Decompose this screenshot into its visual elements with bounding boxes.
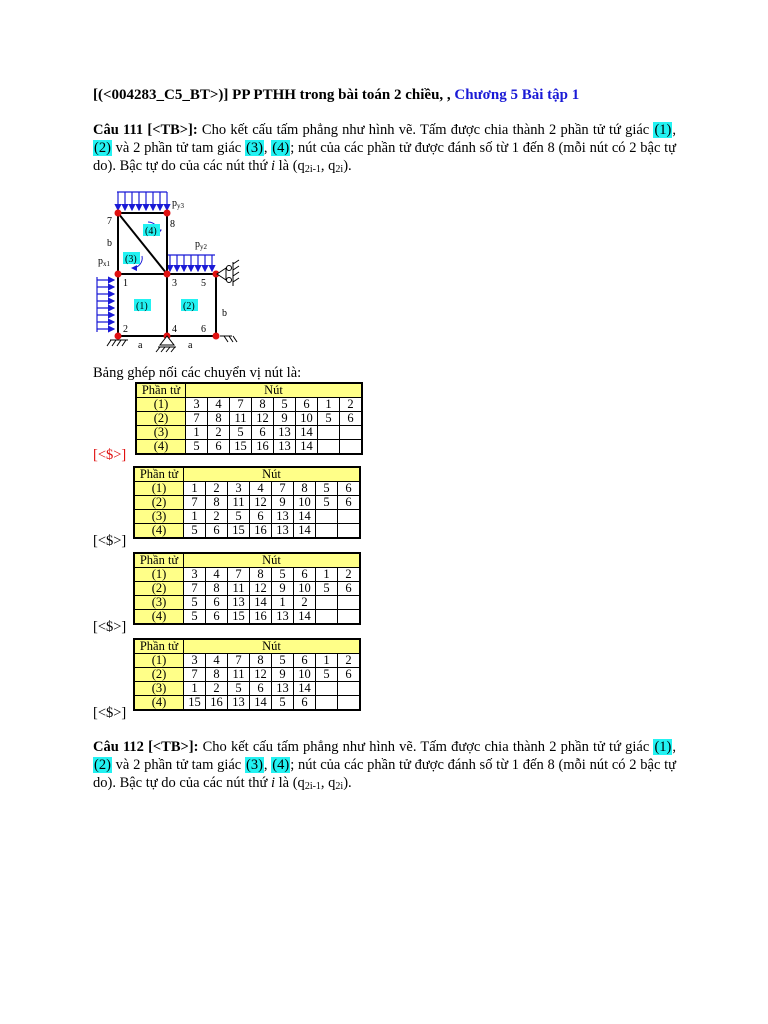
element-ref-3: (3) [245, 140, 263, 156]
dof-cell: 6 [294, 654, 316, 668]
dof-cell [338, 696, 361, 711]
dof-sub: 2i [335, 164, 344, 175]
dof-cell: 6 [208, 440, 230, 455]
dof-cell: 1 [184, 482, 206, 496]
dof-cell: 6 [294, 696, 316, 711]
dof-cell: 6 [338, 668, 361, 682]
dof-cell: 12 [252, 412, 274, 426]
element-2-label: (2) [183, 301, 195, 312]
load-py2 [167, 255, 215, 271]
table-row [134, 696, 360, 711]
dof-cell: 6 [206, 610, 228, 625]
dof-cell: 15 [228, 610, 250, 625]
dof-cell [316, 524, 338, 539]
dof-cell: 14 [294, 524, 316, 539]
dof-cell: 6 [340, 412, 363, 426]
question-text: , [672, 739, 676, 755]
dof-cell: 14 [250, 596, 272, 610]
header-element: Phần tử [136, 383, 186, 398]
option-marker[interactable]: [<$>] [93, 619, 127, 635]
section-header [93, 87, 579, 104]
dof-cell: 5 [272, 568, 294, 582]
dof-cell [340, 440, 363, 455]
element-cell: (3) [134, 510, 184, 524]
dof-cell: 16 [252, 440, 274, 455]
dof-cell: 13 [274, 440, 296, 455]
element-cell: (2) [134, 496, 184, 510]
dof-cell: 10 [294, 582, 316, 596]
dim-b-left: b [107, 238, 112, 249]
dof-cell: 8 [252, 398, 274, 412]
dof-cell [316, 696, 338, 711]
dof-cell: 15 [184, 696, 206, 711]
dof-cell: 6 [338, 482, 361, 496]
dof-cell: 2 [206, 482, 228, 496]
dof-cell: 7 [228, 568, 250, 582]
dof-cell: 5 [274, 398, 296, 412]
node-label-8: 8 [170, 219, 175, 230]
table-row [134, 568, 360, 582]
element-cell: (4) [134, 696, 184, 711]
element-ref-3: (3) [245, 757, 263, 773]
header-element: Phần tử [134, 553, 184, 568]
dof-cell: 1 [316, 568, 338, 582]
dof-sub: 2i [335, 781, 344, 792]
table-row [134, 510, 360, 524]
element-4-label: (4) [145, 226, 157, 237]
node-3 [164, 271, 171, 278]
dof-cell [338, 524, 361, 539]
question-text: ). [343, 775, 352, 791]
dof-cell [338, 510, 361, 524]
option-marker[interactable]: [<$>] [93, 533, 127, 549]
question-text: , [263, 757, 272, 773]
label-py3: $p_{y3}$ [172, 198, 184, 210]
dof-cell: 5 [184, 610, 206, 625]
table-header-row [134, 639, 360, 654]
dof-cell: 6 [250, 682, 272, 696]
dof-cell: 10 [294, 668, 316, 682]
dof-cell: 16 [250, 524, 272, 539]
header-code: [(<004283_C5_BT>)] PP PTHH trong bài toán 2 chiều, , [93, 87, 451, 103]
dof-cell: 6 [294, 568, 316, 582]
dof-cell: 7 [272, 482, 294, 496]
dof-cell: 14 [296, 440, 318, 455]
element-cell: (1) [136, 398, 186, 412]
connection-table [133, 638, 361, 711]
dof-cell: 6 [250, 510, 272, 524]
element-cell: (2) [136, 412, 186, 426]
support-fixed-2 [107, 340, 128, 346]
dof-cell: 9 [272, 668, 294, 682]
dof-cell [338, 682, 361, 696]
dof-cell: 6 [338, 582, 361, 596]
table-row [136, 398, 362, 412]
dof-cell: 2 [294, 596, 316, 610]
dof-cell: 15 [228, 524, 250, 539]
node-label-7: 7 [107, 216, 112, 227]
element-cell: (2) [134, 582, 184, 596]
dof-cell: 14 [294, 510, 316, 524]
dim-a-left: a [138, 340, 143, 351]
element-3-label: (3) [125, 254, 137, 265]
dof-cell: 8 [294, 482, 316, 496]
dof-cell: 7 [228, 654, 250, 668]
header-node: Nút [184, 467, 361, 482]
dof-cell: 6 [252, 426, 274, 440]
node-2 [115, 333, 122, 340]
dof-cell: 5 [316, 582, 338, 596]
dof-cell: 5 [272, 654, 294, 668]
table-row [136, 440, 362, 455]
dof-cell: 3 [184, 654, 206, 668]
structure-diagram [92, 182, 262, 362]
node-8 [164, 210, 171, 217]
table-row [134, 610, 360, 625]
element-ref-4: (4) [272, 757, 290, 773]
table-row [134, 524, 360, 539]
node-label-6: 6 [201, 324, 206, 335]
dof-cell: 13 [274, 426, 296, 440]
element-ref-4: (4) [272, 140, 290, 156]
dof-cell: 5 [184, 524, 206, 539]
node-6 [213, 333, 220, 340]
dof-cell: 14 [294, 610, 316, 625]
dof-cell: 2 [206, 682, 228, 696]
node-label-1: 1 [123, 278, 128, 289]
dof-cell: 8 [208, 412, 230, 426]
dof-cell: 5 [186, 440, 208, 455]
element-ref-2: (2) [94, 140, 111, 156]
label-py2: $p_{y2}$ [195, 239, 207, 251]
dof-cell: 5 [318, 412, 340, 426]
dof-cell: 5 [316, 496, 338, 510]
dof-cell: 7 [184, 668, 206, 682]
dof-cell: 12 [250, 582, 272, 596]
dof-cell: 5 [184, 596, 206, 610]
header-node: Nút [186, 383, 363, 398]
dof-cell: 13 [272, 682, 294, 696]
dof-cell: 6 [296, 398, 318, 412]
element-1-label: (1) [136, 301, 148, 312]
table-row [134, 682, 360, 696]
support-roller-5 [217, 260, 239, 286]
dof-cell: 11 [228, 668, 250, 682]
element-cell: (1) [134, 482, 184, 496]
header-element: Phần tử [134, 639, 184, 654]
dof-cell: 16 [250, 610, 272, 625]
dof-cell: 4 [206, 654, 228, 668]
dof-cell: 9 [272, 496, 294, 510]
dof-cell: 12 [250, 668, 272, 682]
dof-cell: 13 [272, 524, 294, 539]
table-row [134, 596, 360, 610]
dim-b-right: b [222, 308, 227, 319]
dof-cell: 1 [186, 426, 208, 440]
table-row [134, 582, 360, 596]
dof-cell: 6 [206, 524, 228, 539]
dof-cell: 7 [186, 412, 208, 426]
dof-cell: 11 [228, 582, 250, 596]
element-cell: (3) [134, 596, 184, 610]
dof-cell: 3 [228, 482, 250, 496]
support-fixed-6 [220, 336, 237, 342]
node-1 [115, 271, 122, 278]
dof-cell: 5 [228, 682, 250, 696]
label-px1: $p_{x1}$ [98, 256, 110, 268]
dof-cell [338, 610, 361, 625]
dof-cell: 1 [318, 398, 340, 412]
dof-cell: 5 [228, 510, 250, 524]
question-text: ; nút của các phần tử được đánh số từ 1 đến 8 (mỗi nút có 2 bậc tự do). Bậc tự do của các nút thứ [93, 140, 676, 174]
dof-cell: 13 [272, 610, 294, 625]
question-text: , [263, 140, 272, 156]
dof-cell [318, 426, 340, 440]
table-row [134, 668, 360, 682]
question-text: Cho kết cấu tấm phẳng như hình vẽ. Tấm được chia thành 2 phần tử tứ giác [198, 739, 654, 755]
element-cell: (1) [134, 568, 184, 582]
dof-cell: 6 [338, 496, 361, 510]
dof-cell: 10 [294, 496, 316, 510]
dof-cell: 3 [184, 568, 206, 582]
element-cell: (3) [136, 426, 186, 440]
question-text: là (q [275, 775, 305, 791]
connection-table [133, 552, 361, 625]
dim-a-right: a [188, 340, 193, 351]
table-row [134, 482, 360, 496]
table-row [134, 654, 360, 668]
dof-cell: 7 [230, 398, 252, 412]
option-marker[interactable]: [<$>] [93, 705, 127, 721]
dof-cell: 4 [208, 398, 230, 412]
dof-cell: 8 [250, 654, 272, 668]
question-text: ; nút của các phần tử được đánh số từ 1 đến 8 (mỗi nút có 2 bậc tự do). Bậc tự do của các nút thứ [93, 757, 676, 791]
dof-cell: 7 [184, 496, 206, 510]
dof-cell: 13 [272, 510, 294, 524]
index-i: i [270, 775, 276, 791]
dof-cell: 2 [340, 398, 363, 412]
dof-cell: 4 [206, 568, 228, 582]
question-label: Câu 112 [<TB>]: [93, 739, 199, 755]
dof-cell [318, 440, 340, 455]
dof-cell: 8 [250, 568, 272, 582]
question-text: ). [343, 158, 352, 174]
question-label: Câu 111 [<TB>]: [93, 122, 198, 138]
dof-cell: 1 [272, 596, 294, 610]
dof-cell: 2 [208, 426, 230, 440]
dof-cell [340, 426, 363, 440]
dof-cell: 1 [184, 682, 206, 696]
load-px1 [97, 277, 114, 332]
question-text: , q [320, 158, 336, 174]
element-cell: (3) [134, 682, 184, 696]
element-cell: (4) [134, 524, 184, 539]
element-ref-2: (2) [94, 757, 111, 773]
dof-cell: 8 [206, 668, 228, 682]
element-cell: (4) [134, 610, 184, 625]
table-header-row [134, 553, 360, 568]
node-label-4: 4 [172, 324, 177, 335]
connection-table [135, 382, 363, 455]
dof-cell [316, 596, 338, 610]
header-node: Nút [184, 639, 361, 654]
load-py3 [117, 192, 167, 210]
dof-cell: 6 [206, 596, 228, 610]
element-cell: (1) [134, 654, 184, 668]
dof-cell: 14 [296, 426, 318, 440]
element-ref-1: (1) [654, 739, 672, 755]
dof-cell: 5 [230, 426, 252, 440]
dof-sub: 2i-1 [304, 781, 321, 792]
header-chapter-link[interactable]: Chương 5 Bài tập 1 [454, 87, 580, 103]
dof-cell: 1 [184, 510, 206, 524]
index-i: i [270, 158, 276, 174]
table-row [136, 412, 362, 426]
dof-cell: 11 [230, 412, 252, 426]
dof-cell: 15 [230, 440, 252, 455]
dof-cell [316, 610, 338, 625]
dof-cell: 5 [316, 668, 338, 682]
element-cell: (2) [134, 668, 184, 682]
dof-cell [316, 510, 338, 524]
dof-cell: 3 [186, 398, 208, 412]
header-element: Phần tử [134, 467, 184, 482]
dof-cell: 9 [272, 582, 294, 596]
dof-cell: 11 [228, 496, 250, 510]
dof-cell: 8 [206, 582, 228, 596]
support-pin-4 [156, 336, 176, 352]
question-text: và 2 phần tử tam giác [111, 140, 245, 156]
dof-cell: 4 [250, 482, 272, 496]
connection-table [133, 466, 361, 539]
dof-cell: 8 [206, 496, 228, 510]
option-marker[interactable]: [<$>] [93, 447, 127, 463]
question-text: Cho kết cấu tấm phẳng như hình vẽ. Tấm được chia thành 2 phần tử tứ giác [197, 122, 654, 138]
question-text: và 2 phần tử tam giác [111, 757, 245, 773]
question-text: , [672, 122, 676, 138]
table-row [136, 426, 362, 440]
dof-cell: 13 [228, 696, 250, 711]
dof-cell: 9 [274, 412, 296, 426]
dof-cell [316, 682, 338, 696]
question-text: là (q [275, 158, 305, 174]
table-header-row [136, 383, 362, 398]
dof-cell: 2 [338, 654, 361, 668]
node-label-5: 5 [201, 278, 206, 289]
element-cell: (4) [136, 440, 186, 455]
node-label-3: 3 [172, 278, 177, 289]
dof-cell: 5 [272, 696, 294, 711]
node-label-2: 2 [123, 324, 128, 335]
table-row [134, 496, 360, 510]
dof-sub: 2i-1 [304, 164, 321, 175]
dof-cell: 14 [294, 682, 316, 696]
dof-cell: 10 [296, 412, 318, 426]
table-header-row [134, 467, 360, 482]
dof-cell: 16 [206, 696, 228, 711]
dof-cell: 2 [206, 510, 228, 524]
dof-cell: 5 [316, 482, 338, 496]
question-text: , q [320, 775, 336, 791]
header-node: Nút [184, 553, 361, 568]
dof-cell: 1 [316, 654, 338, 668]
question-111 [93, 121, 676, 175]
dof-cell: 13 [228, 596, 250, 610]
dof-cell: 2 [338, 568, 361, 582]
dof-cell: 12 [250, 496, 272, 510]
element-ref-1: (1) [654, 122, 672, 138]
dof-cell [338, 596, 361, 610]
connection-table-caption: Bảng ghép nối các chuyển vị nút là: [93, 365, 302, 381]
question-112 [93, 738, 676, 792]
dof-cell: 7 [184, 582, 206, 596]
node-7 [115, 210, 122, 217]
dof-cell: 14 [250, 696, 272, 711]
